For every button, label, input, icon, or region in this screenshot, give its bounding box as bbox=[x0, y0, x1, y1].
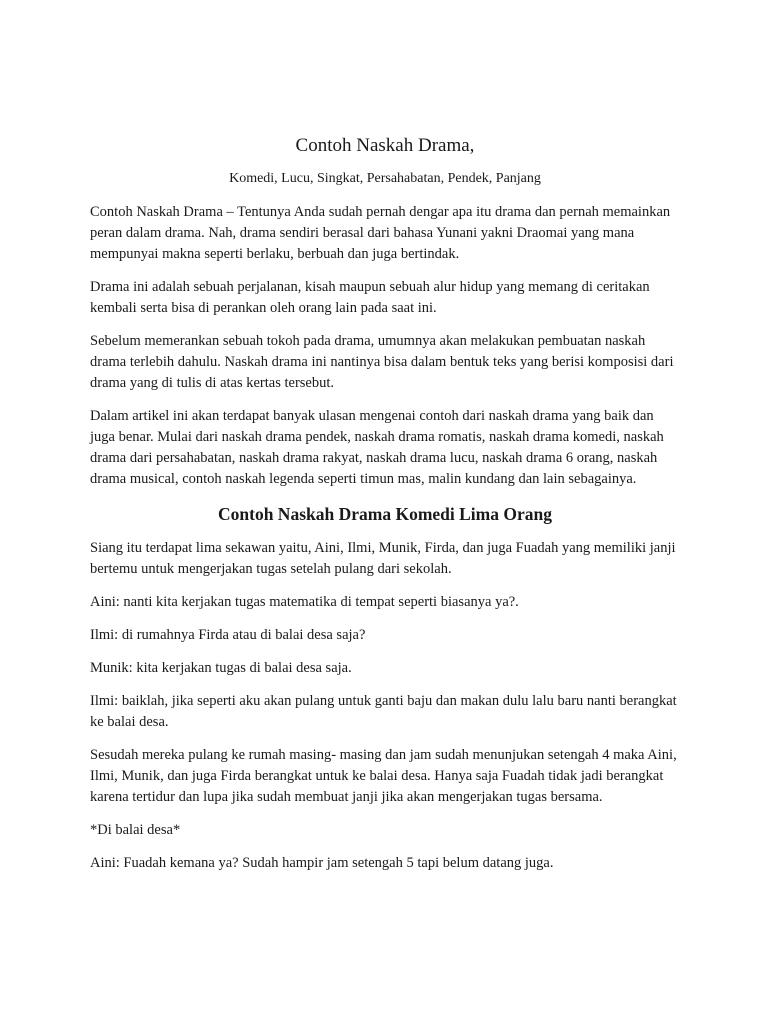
intro-paragraph: Contoh Naskah Drama – Tentunya Anda sudah pernah dengar apa itu drama dan pernah memainkan peran dalam drama. Nah, drama sendiri berasal dari bahasa Yunani yakni Draomai yang mana mempunyai makna seperti berlaku, berbuah dan juga bertindak. bbox=[90, 204, 671, 262]
intro-paragraph: Dalam artikel ini akan terdapat banyak ulasan mengenai contoh dari naskah drama yang baik dan juga benar. Mulai dari naskah drama pendek, naskah drama romatis, naskah drama komedi, naskah drama dari persahabatan, naskah drama rakyat, naskah drama lucu, naskah drama 6 orang, naskah drama musical, contoh naskah legenda seperti timun mas, malin kundang dan lain sebagainya. bbox=[90, 408, 664, 487]
script-paragraph: Siang itu terdapat lima sekawan yaitu, Aini, Ilmi, Munik, Firda, dan juga Fuadah yang memiliki janji bertemu untuk mengerjakan tugas setelah pulang dari sekolah. bbox=[90, 540, 676, 577]
script-line: Ilmi: di rumahnya Firda atau di balai desa saja? bbox=[90, 627, 366, 643]
script-line: Aini: nanti kita kerjakan tugas matematika di tempat seperti biasanya ya?. bbox=[90, 594, 519, 610]
script-line: Ilmi: baiklah, jika seperti aku akan pulang untuk ganti baju dan makan dulu lalu baru nanti berangkat ke balai desa. bbox=[90, 693, 677, 730]
document-title: Contoh Naskah Drama, bbox=[295, 135, 475, 156]
document-subtitle: Komedi, Lucu, Singkat, Persahabatan, Pendek, Panjang bbox=[229, 171, 541, 186]
intro-paragraph: Drama ini adalah sebuah perjalanan, kisah maupun sebuah alur hidup yang memang di ceritakan kembali serta bisa di perankan oleh orang lain pada saat ini. bbox=[90, 279, 650, 316]
intro-paragraph: Sebelum memerankan sebuah tokoh pada drama, umumnya akan melakukan pembuatan naskah drama terlebih dahulu. Naskah drama ini nantinya bisa dalam bentuk teks yang berisi komposisi dari drama yang di tulis di atas kertas tersebut. bbox=[90, 333, 674, 391]
section-heading: Contoh Naskah Drama Komedi Lima Orang bbox=[218, 504, 552, 524]
stage-direction: *Di balai desa* bbox=[90, 822, 181, 838]
script-line: Aini: Fuadah kemana ya? Sudah hampir jam setengah 5 tapi belum datang juga. bbox=[90, 855, 554, 871]
script-paragraph: Sesudah mereka pulang ke rumah masing- masing dan jam sudah menunjukan setengah 4 maka Aini, Ilmi, Munik, dan juga Firda berangkat untuk ke balai desa. Hanya saja Fuadah tidak jadi berangkat karena tertidur dan lupa jika sudah membuat janji jika akan mengerjakan tugas bersama. bbox=[90, 747, 677, 805]
document-page bbox=[90, 133, 680, 886]
script-line: Munik: kita kerjakan tugas di balai desa saja. bbox=[90, 660, 352, 676]
